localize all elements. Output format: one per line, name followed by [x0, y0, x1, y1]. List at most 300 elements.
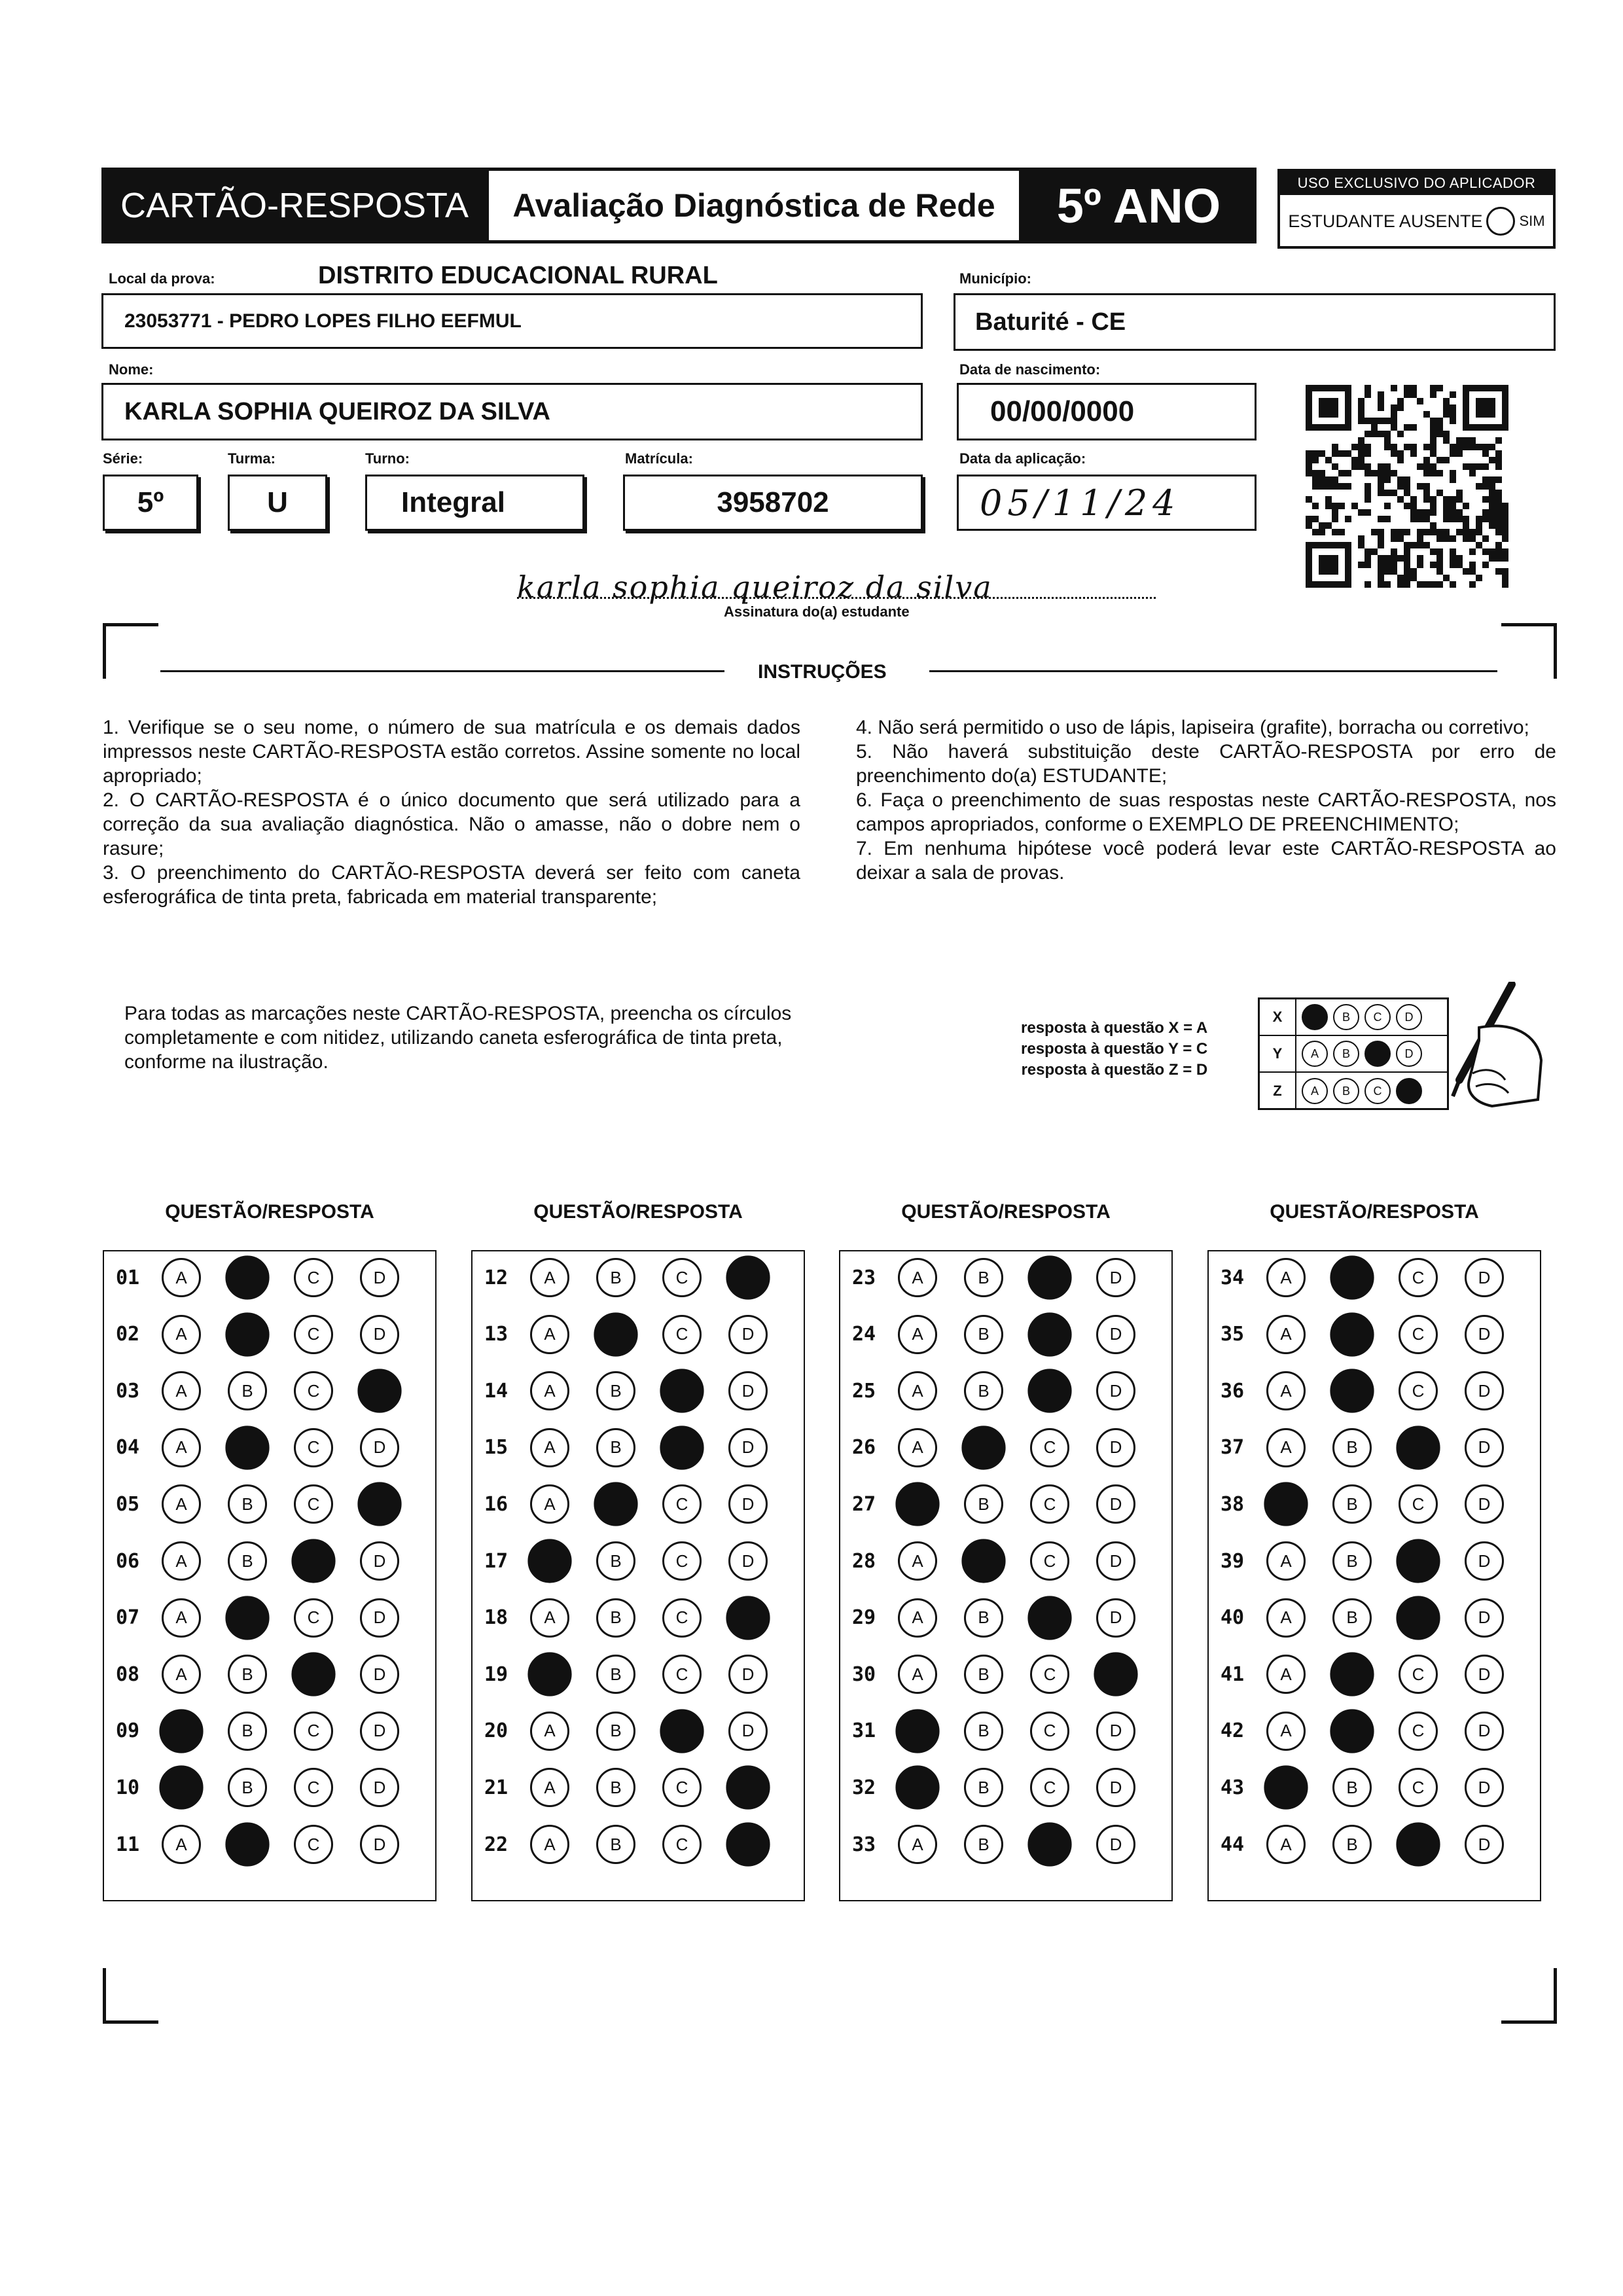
answer-bubble-d[interactable]: [726, 1766, 770, 1810]
answer-bubble-d[interactable]: D: [1465, 1825, 1504, 1864]
question-number: 09: [116, 1719, 140, 1743]
answer-bubble-d[interactable]: D: [1096, 1541, 1135, 1581]
answer-bubble-b[interactable]: B: [596, 1258, 635, 1297]
answer-column-title: QUESTÃO/RESPOSTA: [901, 1201, 1111, 1223]
answer-bubble-a[interactable]: A: [1266, 1258, 1306, 1297]
question-number: 36: [1221, 1379, 1245, 1403]
answer-bubble-d[interactable]: D: [1465, 1428, 1504, 1467]
example-bubble-c: C: [1364, 1078, 1391, 1104]
example-bubble-c: C: [1364, 1004, 1391, 1030]
nascimento-field: [957, 383, 1257, 440]
answer-bubble-c[interactable]: C: [662, 1484, 702, 1524]
question-row: [840, 1314, 1171, 1355]
answer-bubble-d[interactable]: D: [728, 1484, 768, 1524]
answer-bubble-a[interactable]: [895, 1766, 939, 1810]
turma-value: U: [267, 486, 288, 518]
corner-mark-top-right: [1501, 623, 1557, 679]
answer-bubble-d[interactable]: [357, 1482, 401, 1526]
answer-bubble-c[interactable]: C: [294, 1315, 333, 1354]
answer-bubble-a[interactable]: A: [530, 1371, 569, 1410]
answer-bubble-b[interactable]: B: [596, 1768, 635, 1807]
answer-bubble-b[interactable]: B: [1332, 1768, 1372, 1807]
answer-bubble-d[interactable]: D: [360, 1655, 399, 1694]
question-row: [1209, 1767, 1540, 1808]
question-row: [473, 1541, 804, 1581]
question-row: [1209, 1654, 1540, 1695]
question-row: [840, 1767, 1171, 1808]
answer-bubble-a[interactable]: A: [1266, 1598, 1306, 1638]
answer-bubble-b[interactable]: B: [964, 1315, 1003, 1354]
answer-bubble-a[interactable]: A: [530, 1768, 569, 1807]
serie-label: Série:: [103, 450, 143, 467]
municipio-label: Município:: [959, 270, 1031, 287]
question-number: 22: [484, 1833, 508, 1856]
answer-bubble-b[interactable]: B: [964, 1371, 1003, 1410]
answer-bubble-b[interactable]: B: [1332, 1541, 1372, 1581]
answer-bubble-b[interactable]: [1330, 1369, 1374, 1413]
signature-line: [517, 597, 1156, 599]
question-number: 07: [116, 1606, 140, 1630]
answer-bubble-a[interactable]: A: [898, 1541, 937, 1581]
local-district: DISTRITO EDUCACIONAL RURAL: [318, 262, 718, 289]
answer-bubble-c[interactable]: [1396, 1596, 1440, 1640]
qr-code: [1306, 385, 1508, 588]
nascimento-label: Data de nascimento:: [959, 361, 1101, 378]
example-bubble-b: B: [1333, 1078, 1359, 1104]
corner-mark-top-left: [103, 623, 158, 679]
question-number: 43: [1221, 1776, 1245, 1799]
answer-bubble-b[interactable]: B: [228, 1484, 267, 1524]
answer-column-title: QUESTÃO/RESPOSTA: [165, 1201, 374, 1223]
answer-bubble-d[interactable]: D: [360, 1712, 399, 1751]
example-legend-x: resposta à questão X = A: [1021, 1019, 1208, 1037]
answer-bubble-a[interactable]: A: [162, 1315, 201, 1354]
answer-bubble-a[interactable]: [527, 1653, 571, 1696]
answer-bubble-b[interactable]: B: [596, 1655, 635, 1694]
answer-bubble-c[interactable]: C: [662, 1315, 702, 1354]
answer-bubble-b[interactable]: B: [964, 1258, 1003, 1297]
answer-bubble-d[interactable]: D: [1465, 1768, 1504, 1807]
answer-bubble-c[interactable]: C: [294, 1371, 333, 1410]
answer-bubble-a[interactable]: A: [1266, 1371, 1306, 1410]
corner-mark-bottom-right: [1501, 1968, 1557, 2024]
nome-value: KARLA SOPHIA QUEIROZ DA SILVA: [124, 397, 550, 425]
question-number: 16: [484, 1492, 508, 1516]
answer-bubble-c[interactable]: C: [1399, 1712, 1438, 1751]
question-row: [840, 1711, 1171, 1751]
answer-bubble-a[interactable]: A: [162, 1598, 201, 1638]
answer-bubble-b[interactable]: B: [964, 1598, 1003, 1638]
answer-bubble-d[interactable]: D: [1465, 1541, 1504, 1581]
question-number: 31: [852, 1719, 876, 1743]
answer-bubble-c[interactable]: C: [294, 1825, 333, 1864]
answer-bubble-c[interactable]: [660, 1709, 704, 1753]
answer-bubble-b[interactable]: [594, 1482, 637, 1526]
example-text: Para todas as marcações neste CARTÃO-RESPOSTA, preencha os círculos completamente e com nitidez, utilizando caneta esferográfica de tinta preta, conforme na ilustração.: [124, 1003, 792, 1073]
grade-label: 5º ANO: [1021, 168, 1257, 243]
answer-bubble-b[interactable]: B: [964, 1825, 1003, 1864]
question-row: [473, 1767, 804, 1808]
answer-bubble-d[interactable]: [726, 1255, 770, 1299]
nome-label: Nome:: [109, 361, 154, 378]
answer-column: [839, 1250, 1173, 1901]
answer-bubble-b[interactable]: B: [228, 1541, 267, 1581]
question-row: [473, 1427, 804, 1468]
answer-bubble-d[interactable]: D: [1465, 1258, 1504, 1297]
answer-bubble-a[interactable]: A: [530, 1258, 569, 1297]
answer-bubble-d[interactable]: D: [1465, 1484, 1504, 1524]
question-number: 04: [116, 1436, 140, 1460]
answer-bubble-b[interactable]: B: [596, 1541, 635, 1581]
answer-bubble-c[interactable]: C: [1030, 1768, 1069, 1807]
question-number: 05: [116, 1492, 140, 1516]
question-row: [840, 1427, 1171, 1468]
answer-bubble-c[interactable]: C: [1399, 1258, 1438, 1297]
matricula-field: [623, 475, 923, 531]
answer-bubble-d[interactable]: D: [1465, 1712, 1504, 1751]
turno-label: Turno:: [365, 450, 410, 467]
answer-bubble-d[interactable]: D: [1096, 1712, 1135, 1751]
answer-bubble-a[interactable]: A: [898, 1655, 937, 1694]
answer-bubble-c[interactable]: C: [1030, 1541, 1069, 1581]
answer-bubble-c[interactable]: C: [1399, 1484, 1438, 1524]
answer-bubble-d[interactable]: D: [360, 1428, 399, 1467]
instructions-title: INSTRUÇÕES: [758, 661, 887, 683]
question-number: 26: [852, 1436, 876, 1460]
answer-bubble-b[interactable]: B: [964, 1768, 1003, 1807]
question-number: 35: [1221, 1323, 1245, 1346]
answer-bubble-d[interactable]: D: [360, 1825, 399, 1864]
answer-bubble-a[interactable]: A: [1266, 1541, 1306, 1581]
answer-bubble-d[interactable]: D: [1465, 1598, 1504, 1638]
answer-bubble-a[interactable]: A: [1266, 1315, 1306, 1354]
instruction-1: 1. Verifique se o seu nome, o número de sua matrícula e os demais dados impressos neste CARTÃO-RESPOSTA estão corretos. Assine somente no local apropriado;: [103, 717, 800, 787]
answer-bubble-c[interactable]: C: [662, 1825, 702, 1864]
answer-bubble-d[interactable]: D: [360, 1315, 399, 1354]
answer-bubble-c[interactable]: C: [294, 1258, 333, 1297]
answer-bubble-b[interactable]: B: [964, 1712, 1003, 1751]
question-row: [473, 1371, 804, 1411]
example-bubble-a: A: [1302, 1041, 1328, 1067]
answer-bubble-b[interactable]: B: [1332, 1484, 1372, 1524]
answer-bubble-d[interactable]: D: [728, 1315, 768, 1354]
answer-bubble-a[interactable]: A: [162, 1655, 201, 1694]
question-number: 32: [852, 1776, 876, 1799]
answer-bubble-a[interactable]: [895, 1482, 939, 1526]
answer-bubble-c[interactable]: C: [294, 1484, 333, 1524]
answer-bubble-b[interactable]: [594, 1312, 637, 1356]
serie-value: 5º: [137, 486, 164, 518]
example-bubble-d: D: [1396, 1004, 1422, 1030]
answer-bubble-c[interactable]: C: [294, 1768, 333, 1807]
answer-bubble-d[interactable]: D: [1465, 1655, 1504, 1694]
answer-bubble-c[interactable]: C: [294, 1598, 333, 1638]
question-row: [104, 1654, 435, 1695]
answer-bubble-b[interactable]: [225, 1255, 269, 1299]
question-number: 24: [852, 1323, 876, 1346]
aplicacao-value: 05/11/24: [980, 482, 1181, 524]
aplicacao-field: [957, 475, 1257, 531]
instruction-3: 3. O preenchimento do CARTÃO-RESPOSTA deverá ser feito com caneta esferográfica de tinta preta, fabricada em material transparente;: [103, 862, 800, 908]
answer-bubble-c[interactable]: [1396, 1539, 1440, 1583]
answer-bubble-a[interactable]: [159, 1709, 203, 1753]
answer-bubble-d[interactable]: D: [1096, 1428, 1135, 1467]
question-number: 10: [116, 1776, 140, 1799]
answer-bubble-d[interactable]: D: [1096, 1258, 1135, 1297]
answer-bubble-b[interactable]: B: [228, 1712, 267, 1751]
answer-bubble-d[interactable]: D: [728, 1371, 768, 1410]
answer-bubble-d[interactable]: D: [1096, 1768, 1135, 1807]
answer-bubble-d[interactable]: D: [1096, 1825, 1135, 1864]
answer-bubble-c[interactable]: C: [662, 1655, 702, 1694]
answer-bubble-b[interactable]: [1330, 1709, 1374, 1753]
answer-column-title: QUESTÃO/RESPOSTA: [533, 1201, 743, 1223]
answer-bubble-c[interactable]: [660, 1426, 704, 1469]
answer-bubble-c[interactable]: [1396, 1822, 1440, 1866]
answer-bubble-b[interactable]: B: [1332, 1598, 1372, 1638]
answer-bubble-c[interactable]: C: [1399, 1371, 1438, 1410]
answer-bubble-d[interactable]: D: [728, 1712, 768, 1751]
question-row: [104, 1257, 435, 1298]
answer-bubble-d[interactable]: D: [1096, 1315, 1135, 1354]
answer-bubble-a[interactable]: [1264, 1766, 1308, 1810]
answer-bubble-b[interactable]: [225, 1596, 269, 1640]
matricula-label: Matrícula:: [625, 450, 693, 467]
question-number: 21: [484, 1776, 508, 1799]
question-number: 38: [1221, 1492, 1245, 1516]
answer-bubble-a[interactable]: A: [162, 1484, 201, 1524]
question-row: [104, 1711, 435, 1751]
answer-bubble-c[interactable]: C: [1030, 1484, 1069, 1524]
municipio-field: [954, 293, 1556, 351]
exam-title: Avaliação Diagnóstica de Rede: [486, 168, 1022, 243]
answer-bubble-c[interactable]: C: [662, 1541, 702, 1581]
answer-bubble-c[interactable]: C: [1030, 1712, 1069, 1751]
answer-bubble-b[interactable]: B: [228, 1768, 267, 1807]
answer-bubble-b[interactable]: B: [228, 1371, 267, 1410]
local-field: [101, 293, 923, 349]
instruction-6: 6. Faça o preenchimento de suas respostas neste CARTÃO-RESPOSTA, nos campos apropriados, conforme o EXEMPLO DE PREENCHIMENTO;: [856, 789, 1556, 835]
instructions-rule-right: [929, 670, 1497, 672]
answer-column: [471, 1250, 805, 1901]
answer-bubble-a[interactable]: A: [898, 1825, 937, 1864]
answer-bubble-c[interactable]: C: [1030, 1428, 1069, 1467]
answer-bubble-d[interactable]: D: [728, 1541, 768, 1581]
answer-bubble-b[interactable]: B: [596, 1428, 635, 1467]
question-row: [840, 1371, 1171, 1411]
answer-bubble-d[interactable]: D: [1465, 1371, 1504, 1410]
answer-bubble-a[interactable]: A: [1266, 1712, 1306, 1751]
example-row-label: X: [1260, 999, 1296, 1035]
answer-bubble-b[interactable]: B: [596, 1712, 635, 1751]
question-row: [1209, 1257, 1540, 1298]
answer-bubble-c[interactable]: [1027, 1369, 1071, 1413]
question-row: [473, 1711, 804, 1751]
answer-bubble-b[interactable]: [1330, 1312, 1374, 1356]
answer-bubble-b[interactable]: [961, 1539, 1005, 1583]
answer-bubble-d[interactable]: D: [1465, 1315, 1504, 1354]
answer-bubble-b[interactable]: B: [596, 1825, 635, 1864]
question-number: 29: [852, 1606, 876, 1630]
answer-bubble-c[interactable]: C: [1399, 1315, 1438, 1354]
question-row: [1209, 1371, 1540, 1411]
answer-bubble-a[interactable]: A: [1266, 1655, 1306, 1694]
question-number: 14: [484, 1379, 508, 1403]
question-number: 17: [484, 1549, 508, 1573]
question-number: 25: [852, 1379, 876, 1403]
answer-bubble-d[interactable]: [726, 1822, 770, 1866]
question-number: 28: [852, 1549, 876, 1573]
applicator-box: [1277, 169, 1556, 249]
question-row: [473, 1654, 804, 1695]
corner-mark-bottom-left: [103, 1968, 158, 2024]
question-number: 41: [1221, 1662, 1245, 1686]
answer-bubble-d[interactable]: D: [728, 1655, 768, 1694]
absent-checkbox[interactable]: [1486, 207, 1515, 236]
answer-bubble-c[interactable]: C: [1399, 1768, 1438, 1807]
example-legend-y: resposta à questão Y = C: [1021, 1040, 1208, 1058]
question-row: [104, 1767, 435, 1808]
municipio-value: Baturité - CE: [975, 308, 1126, 336]
answer-bubble-a[interactable]: A: [162, 1258, 201, 1297]
answer-bubble-a[interactable]: A: [162, 1825, 201, 1864]
card-title: CARTÃO-RESPOSTA: [101, 168, 488, 243]
answer-bubble-b[interactable]: B: [596, 1371, 635, 1410]
example-bubble-a: A: [1302, 1078, 1328, 1104]
instruction-2: 2. O CARTÃO-RESPOSTA é o único documento que será utilizado para a correção da sua avaliação diagnóstica. Não o amasse, não o dobre nem o rasure;: [103, 789, 800, 859]
answer-column-title: QUESTÃO/RESPOSTA: [1270, 1201, 1479, 1223]
answer-bubble-c[interactable]: [1027, 1822, 1071, 1866]
question-row: [473, 1484, 804, 1524]
question-row: [840, 1824, 1171, 1865]
example-row-label: Z: [1260, 1073, 1296, 1109]
answer-bubble-a[interactable]: A: [162, 1428, 201, 1467]
answer-bubble-d[interactable]: D: [728, 1428, 768, 1467]
answer-bubble-a[interactable]: A: [898, 1258, 937, 1297]
question-number: 11: [116, 1833, 140, 1856]
answer-bubble-a[interactable]: A: [530, 1598, 569, 1638]
question-row: [473, 1598, 804, 1638]
question-number: 02: [116, 1323, 140, 1346]
answer-column: [1207, 1250, 1541, 1901]
answer-bubble-c[interactable]: C: [662, 1768, 702, 1807]
matricula-value: 3958702: [717, 486, 829, 518]
answer-bubble-a[interactable]: A: [530, 1825, 569, 1864]
question-row: [473, 1314, 804, 1355]
answer-bubble-b[interactable]: [225, 1426, 269, 1469]
question-row: [840, 1257, 1171, 1298]
turno-field: [365, 475, 584, 531]
answer-bubble-c[interactable]: [1396, 1426, 1440, 1469]
answer-bubble-d[interactable]: D: [360, 1258, 399, 1297]
answer-bubble-b[interactable]: [1330, 1653, 1374, 1696]
answer-bubble-a[interactable]: A: [162, 1371, 201, 1410]
answer-bubble-c[interactable]: [1027, 1255, 1071, 1299]
question-row: [1209, 1427, 1540, 1468]
nome-field: [101, 383, 923, 440]
question-number: 01: [116, 1266, 140, 1289]
answer-bubble-c[interactable]: C: [1030, 1655, 1069, 1694]
answer-bubble-a[interactable]: [895, 1709, 939, 1753]
answer-bubble-c[interactable]: C: [294, 1712, 333, 1751]
answer-bubble-d[interactable]: D: [360, 1598, 399, 1638]
answer-bubble-a[interactable]: [159, 1766, 203, 1810]
answer-bubble-b[interactable]: [961, 1426, 1005, 1469]
answer-bubble-a[interactable]: A: [530, 1712, 569, 1751]
answer-bubble-a[interactable]: A: [898, 1598, 937, 1638]
local-label: Local da prova:: [109, 270, 215, 287]
answer-bubble-b[interactable]: B: [1332, 1428, 1372, 1467]
question-row: [104, 1484, 435, 1524]
answer-bubble-d[interactable]: D: [360, 1768, 399, 1807]
answer-bubble-c[interactable]: C: [294, 1428, 333, 1467]
question-row: [840, 1654, 1171, 1695]
answer-bubble-a[interactable]: A: [898, 1315, 937, 1354]
answer-bubble-b[interactable]: B: [1332, 1825, 1372, 1864]
answer-bubble-c[interactable]: C: [662, 1258, 702, 1297]
answer-bubble-a[interactable]: [527, 1539, 571, 1583]
answer-bubble-a[interactable]: A: [1266, 1825, 1306, 1864]
answer-bubble-b[interactable]: B: [596, 1598, 635, 1638]
question-number: 39: [1221, 1549, 1245, 1573]
answer-bubble-d[interactable]: D: [1096, 1371, 1135, 1410]
answer-bubble-d[interactable]: [726, 1596, 770, 1640]
question-row: [840, 1598, 1171, 1638]
answer-bubble-a[interactable]: A: [1266, 1428, 1306, 1467]
answer-bubble-a[interactable]: A: [530, 1315, 569, 1354]
serie-field: [103, 475, 198, 531]
example-bubble-d: D: [1396, 1041, 1422, 1067]
answer-bubble-d[interactable]: [1094, 1653, 1137, 1696]
answer-bubble-c[interactable]: [291, 1539, 335, 1583]
answer-bubble-d[interactable]: D: [360, 1541, 399, 1581]
answer-bubble-b[interactable]: [225, 1822, 269, 1866]
answer-bubble-b[interactable]: B: [964, 1655, 1003, 1694]
question-number: 13: [484, 1323, 508, 1346]
answer-bubble-a[interactable]: A: [530, 1484, 569, 1524]
answer-bubble-b[interactable]: [225, 1312, 269, 1356]
answer-bubble-b[interactable]: [1330, 1255, 1374, 1299]
signature-label: Assinatura do(a) estudante: [724, 603, 910, 620]
question-row: [473, 1824, 804, 1865]
absent-label: ESTUDANTE AUSENTE: [1288, 211, 1483, 231]
absent-option-label: SIM: [1519, 213, 1545, 229]
answer-bubble-c[interactable]: C: [662, 1598, 702, 1638]
answer-bubble-a[interactable]: A: [898, 1428, 937, 1467]
answer-bubble-b[interactable]: B: [228, 1655, 267, 1694]
example-legend-z: resposta à questão Z = D: [1021, 1061, 1208, 1079]
answer-bubble-a[interactable]: A: [162, 1541, 201, 1581]
question-number: 18: [484, 1606, 508, 1630]
answer-bubble-c[interactable]: [1027, 1312, 1071, 1356]
answer-bubble-a[interactable]: A: [530, 1428, 569, 1467]
pen-hand-illustration: [1414, 982, 1544, 1119]
question-number: 06: [116, 1549, 140, 1573]
answer-bubble-c[interactable]: C: [1399, 1655, 1438, 1694]
question-row: [104, 1598, 435, 1638]
answer-bubble-c[interactable]: [660, 1369, 704, 1413]
answer-bubble-d[interactable]: D: [1096, 1484, 1135, 1524]
answer-bubble-a[interactable]: A: [898, 1371, 937, 1410]
answer-bubble-c[interactable]: [1027, 1596, 1071, 1640]
answer-bubble-d[interactable]: D: [1096, 1598, 1135, 1638]
answer-bubble-a[interactable]: [1264, 1482, 1308, 1526]
answer-bubble-d[interactable]: [357, 1369, 401, 1413]
answer-bubble-b[interactable]: B: [964, 1484, 1003, 1524]
answer-bubble-c[interactable]: [291, 1653, 335, 1696]
question-number: 19: [484, 1662, 508, 1686]
instruction-5: 5. Não haverá substituição deste CARTÃO-RESPOSTA por erro de preenchimento do(a) ESTUDANTE;: [856, 741, 1556, 787]
